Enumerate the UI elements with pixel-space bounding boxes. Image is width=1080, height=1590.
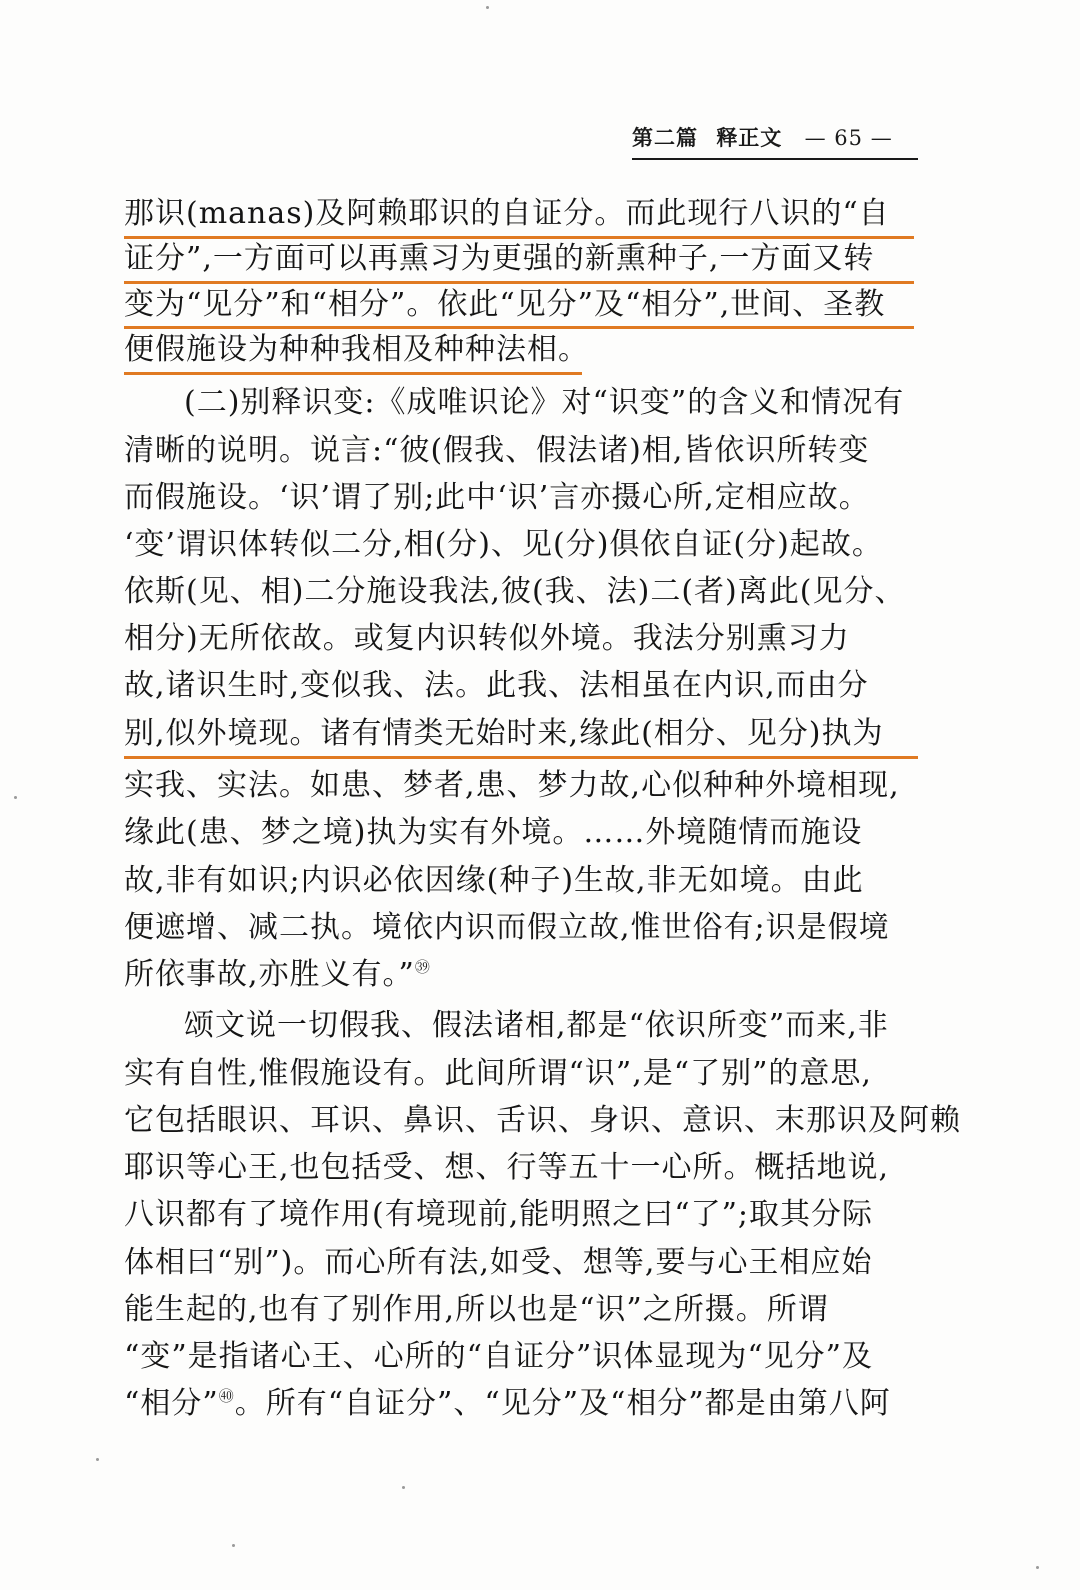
- text-line: (二)别释识变:《成唯识论》对“识变”的含义和情况有: [184, 385, 905, 420]
- header-part: 第二篇: [632, 126, 698, 150]
- text-line: 缘此(患、梦之境)执为实有外境。……外境随情而施设: [124, 815, 863, 850]
- text-line: 相分)无所依故。或复内识转似外境。我法分别熏习力: [124, 621, 850, 656]
- text-line: 而假施设。‘识’谓了别;此中‘识’言亦摄心所,定相应故。: [124, 480, 870, 515]
- text-line: [124, 953, 431, 997]
- header-section: 释正文: [716, 126, 783, 150]
- text-span: 所依事故,亦胜义有。”: [124, 957, 415, 992]
- scan-speck: [1036, 1566, 1039, 1569]
- scan-speck: [232, 1544, 235, 1547]
- text-line: 故,诸识生时,变似我、法。此我、法相虽在内识,而由分: [124, 668, 869, 703]
- text-line: 变为“见分”和“相分”。依此“见分”及“相分”,世间、圣教: [124, 287, 886, 322]
- text-line: 依斯(见、相)二分施设我法,彼(我、法)二(者)离此(见分、: [124, 574, 906, 609]
- running-header: [632, 122, 917, 158]
- scan-speck: [402, 1486, 405, 1489]
- scan-speck: [96, 1458, 99, 1461]
- text-line: 那识(manas)及阿赖耶识的自证分。而此现行八识的“自: [124, 196, 890, 231]
- footnote-marker: ㊵: [218, 1387, 235, 1405]
- scan-speck: [14, 796, 17, 799]
- text-line: 便假施设为种种我相及种种法相。: [124, 332, 589, 367]
- highlight-underline: [124, 372, 582, 375]
- text-line: 故,非有如识;内识必依因缘(种子)生故,非无如境。由此: [124, 863, 864, 898]
- text-line: 它包括眼识、耳识、鼻识、舌识、身识、意识、末那识及阿赖: [124, 1103, 961, 1138]
- text-line: 清晰的说明。说言:“彼(假我、假法诸)相,皆依识所转变: [124, 433, 870, 468]
- text-line: “变”是指诸心王、心所的“自证分”识体显现为“见分”及: [124, 1339, 874, 1374]
- text-line: ‘变’谓识体转似二分,相(分)、见(分)俱依自证(分)起故。: [124, 527, 883, 562]
- text-line: 别,似外境现。诸有情类无始时来,缘此(相分、见分)执为: [124, 716, 884, 751]
- text-line: 证分”,一方面可以再熏习为更强的新熏种子,一方面又转: [124, 241, 875, 276]
- text-span: 。所有“自证分”、“见分”及“相分”都是由第八阿: [234, 1386, 891, 1421]
- text-line: 体相曰“别”)。而心所有法,如受、想等,要与心王相应始: [124, 1245, 873, 1280]
- text-line: 能生起的,也有了别作用,所以也是“识”之所摄。所谓: [124, 1292, 829, 1327]
- scan-speck: [486, 6, 489, 9]
- text-line: 便遮增、减二执。境依内识而假立故,惟世俗有;识是假境: [124, 910, 890, 945]
- text-line: [124, 1382, 891, 1426]
- page-number: — 65 —: [804, 126, 893, 150]
- text-line: 实我、实法。如患、梦者,患、梦力故,心似种种外境相现,: [124, 768, 900, 803]
- text-line: 颂文说一切假我、假法诸相,都是“依识所变”而来,非: [184, 1008, 889, 1043]
- text-line: 实有自性,惟假施设有。此间所谓“识”,是“了别”的意思,: [124, 1056, 872, 1091]
- highlight-underline: [124, 756, 918, 759]
- header-rule: [632, 158, 918, 160]
- footnote-marker: ㊴: [414, 958, 431, 976]
- text-span: “相分”: [124, 1386, 219, 1421]
- text-line: 耶识等心王,也包括受、想、行等五十一心所。概括地说,: [124, 1150, 890, 1185]
- text-line: 八识都有了境作用(有境现前,能明照之曰“了”;取其分际: [124, 1197, 874, 1232]
